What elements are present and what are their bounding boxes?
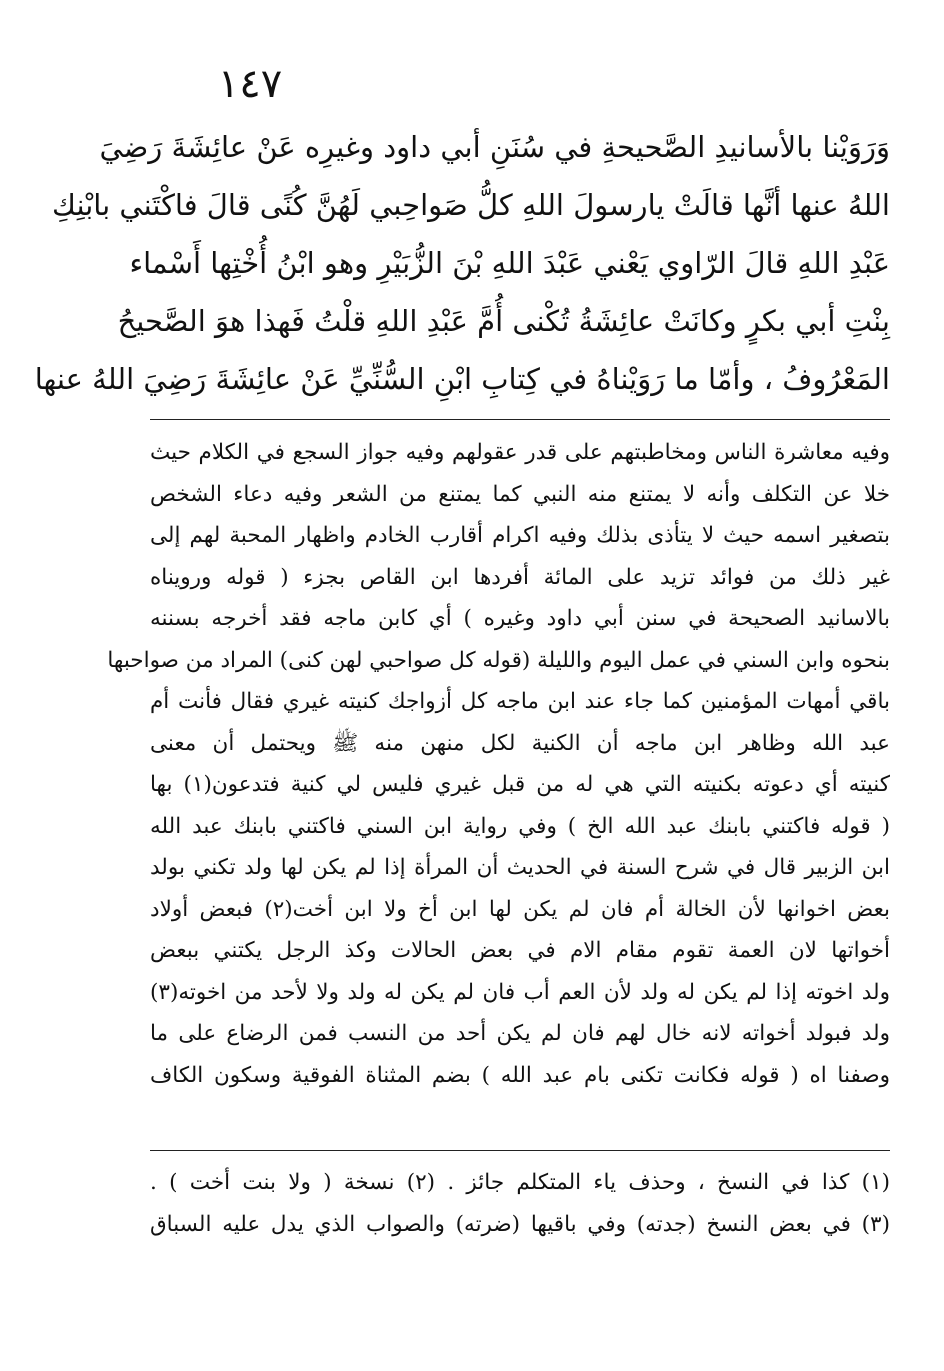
commentary-line: بعض اخوانها لأن الخالة أم فان لم يكن لها ابن أخ ولا ابن أخت(٢) فبعض أولاد xyxy=(150,896,890,922)
commentary-line: أخواتها لان العمة تقوم مقام الام في بعض الحالات وكذ الرجل يكتني ببعض xyxy=(150,938,890,963)
main-text-line: عَبْدِ اللهِ قالَ الرّاوي يَعْني عَبْدَ اللهِ بْنَ الزُّبَيْرِ وهو ابْنُ أُخْتِها أَسْماء xyxy=(129,246,890,280)
commentary-line: غير ذلك من فوائد تزيد على المائة أفردها ابن القاص بجزء ( قوله ورويناه xyxy=(150,564,890,590)
commentary-line: وصفنا اه ( قوله فكانت تكنى بام عبد الله ) بضم المثناة الفوقية وسكون الكاف xyxy=(150,1062,890,1088)
commentary-line: باقي أمهات المؤمنين كما جاء عند ابن ماجه كل أزواجك كنيته غيري فقال فأنت أم xyxy=(150,689,890,714)
commentary-line: خلا عن التكلف وأنه لا يمتنع منه النبي كما يمتنع من الشعر وفيه دعاء الشخص xyxy=(150,481,890,507)
footnotes-block xyxy=(150,1162,890,1246)
commentary-block xyxy=(107,432,890,1096)
main-text-line: اللهُ عنها أنَّها قالَتْ يارسولَ اللهِ كلُّ صَواحِبي لَهُنَّ كُنًى قالَ فاكْتَني بابْنِكِ xyxy=(52,188,890,222)
commentary-line: ولد فبولد أخواته لانه خال لهم فان لم يكن أحد من النسب فمن الرضاع على ما xyxy=(150,1021,890,1046)
commentary-line: كنيته أي دعوته بكنيته التي هي له من قبل غيري فليس لي كنية فتدعون(١) بها xyxy=(150,772,890,797)
main-text-block xyxy=(34,118,890,408)
commentary-line: ابن الزبير قال في شرح السنة في الحديث أن المرأة إذا لم يكن لها ولد تكني بولد xyxy=(150,855,890,880)
main-text-separator xyxy=(150,419,890,420)
commentary-line: ( قوله فاكتني بابنك عبد الله الخ ) وفي رواية ابن السني فاكتني بابنك عبد الله xyxy=(150,813,890,839)
commentary-line: بنحوه وابن السني في عمل اليوم والليلة (قوله كل صواحبي لهن كنى) المراد من صواحبها xyxy=(107,647,890,673)
footnote-line: (١) كذا في النسخ ، وحذف ياء المتكلم جائز . (٢) نسخة ( ولا بنت أخت ) . xyxy=(150,1170,890,1195)
main-text-line: بِنْتِ أبي بكرٍ وكانَتْ عائِشَةُ تُكْنى أُمَّ عَبْدِ اللهِ قلْتُ فَهذا هوَ الصَّحيحُ xyxy=(117,304,890,338)
commentary-line: عبد الله وظاهر ابن ماجه أن الكنية لكل منهن منه ﷺ ويحتمل أن معنى xyxy=(150,730,890,756)
commentary-line: ولد اخوته إذا لم يكن له ولد لأن العم أب فان لم يكن له ولد ولا لأحد من اخوته(٣) xyxy=(150,979,890,1005)
main-text-line: المَعْرُوفُ ، وأمّا ما رَوَيْناهُ في كِتابِ ابْنِ السُّنِّيِّ عَنْ عائِشَةَ رَضِيَ اللهُ عنها xyxy=(34,362,890,396)
footnote-line: (٣) في بعض النسخ (جدته) وفي باقيها (ضرته) والصواب الذي يدل عليه السباق xyxy=(150,1212,890,1237)
main-text-line: وَرَوَيْنا بالأسانيدِ الصَّحيحةِ في سُنَنِ أبي داود وغيرِه عَنْ عائِشَةَ رَضِيَ xyxy=(99,130,890,164)
commentary-line: بالاسانيد الصحيحة في سنن أبي داود وغيره ) أي كابن ماجه فقد أخرجه بسننه xyxy=(150,606,890,631)
commentary-line: وفيه معاشرة الناس ومخاطبتهم على قدر عقولهم وفيه جواز السجع في الكلام حيث xyxy=(150,440,890,465)
page-number: ١٤٧ xyxy=(217,61,283,107)
footnote-separator xyxy=(150,1150,890,1151)
commentary-line: بتصغير اسمه حيث لا يتأذى بذلك وفيه اكرام أقارب الخادم واظهار المحبة لهم إلى xyxy=(150,523,890,548)
